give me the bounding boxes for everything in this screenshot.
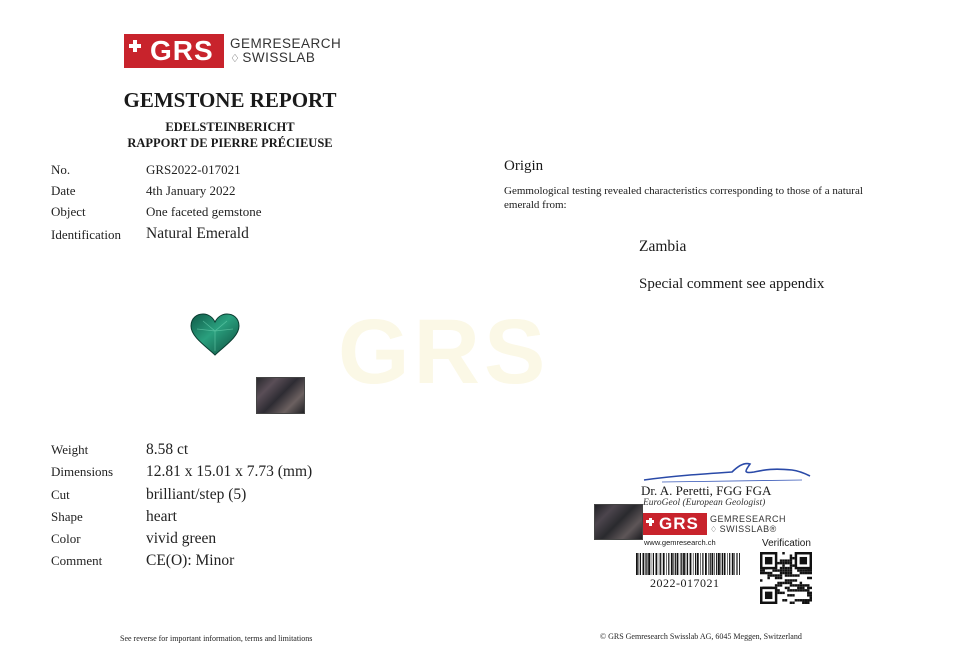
heart-emerald-image (189, 313, 241, 357)
logo-mark: GRS (150, 35, 214, 66)
signatory-title: EuroGeol (European Geologist) (643, 498, 766, 508)
spec-value-weight: 8.58 ct (146, 441, 189, 458)
origin-country: Zambia (639, 238, 687, 255)
detail-label-no: No. (51, 162, 71, 177)
logo-small-line2: SWISSLAB® (719, 523, 777, 534)
spec-label-dimensions: Dimensions (51, 464, 114, 479)
security-hologram-2 (594, 504, 643, 540)
grs-logo (124, 34, 341, 68)
barcode-number: 2022-017021 (650, 576, 720, 590)
spec-label-cut: Cut (51, 487, 70, 502)
logo-line1: GEMRESEARCH (230, 35, 342, 51)
spec-value-cut: brilliant/step (5) (146, 486, 247, 503)
detail-value-identification: Natural Emerald (146, 225, 249, 242)
logo-mark-small: GRS (659, 514, 699, 533)
report-subtitle (100, 119, 360, 151)
spec-value-shape: heart (146, 508, 177, 525)
security-hologram (256, 377, 305, 414)
detail-label-object: Object (51, 204, 86, 219)
detail-value-object: One faceted gemstone (146, 204, 262, 219)
logo-badge-small (643, 513, 707, 535)
logo-badge (124, 34, 224, 68)
logo-small-line1: GEMRESEARCH (710, 513, 787, 524)
grs-watermark: GRS (338, 301, 550, 403)
logo-wordmark-small (710, 514, 786, 535)
diamond-icon: ♢ (230, 52, 241, 65)
swiss-cross-icon-small (643, 513, 657, 535)
detail-value-no: GRS2022-017021 (146, 162, 241, 177)
detail-label-identification: Identification (51, 227, 122, 242)
grs-logo-small (643, 513, 786, 535)
detail-value-date: 4th January 2022 (146, 183, 236, 198)
logo-line2: SWISSLAB (242, 49, 316, 65)
diamond-icon-small: ♢ (710, 524, 718, 534)
spec-value-dimensions: 12.81 x 15.01 x 7.73 (mm) (146, 463, 313, 480)
barcode-image (636, 553, 740, 575)
verification-label: Verification (762, 538, 811, 549)
subtitle-french: RAPPORT DE PIERRE PRÉCIEUSE (127, 136, 333, 150)
footer-terms-note: See reverse for important information, terms and limitations (120, 634, 313, 643)
subtitle-german: EDELSTEINBERICHT (165, 120, 295, 134)
detail-label-date: Date (51, 183, 76, 198)
origin-statement: Gemmological testing revealed characteristics corresponding to those of a natural emerald from: (504, 185, 863, 211)
website-link[interactable]: www.gemresearch.ch (644, 538, 716, 547)
verification-qr-code[interactable] (760, 552, 812, 604)
logo-wordmark (230, 37, 341, 66)
spec-label-comment: Comment (51, 553, 103, 568)
footer-copyright: © GRS Gemresearch Swisslab AG, 6045 Meggen, Switzerland (600, 632, 802, 641)
signatory-name: Dr. A. Peretti, FGG FGA (641, 483, 772, 498)
spec-label-weight: Weight (51, 442, 89, 457)
swiss-cross-icon (124, 34, 146, 68)
report-title: GEMSTONE REPORT (123, 88, 337, 112)
spec-value-color: vivid green (146, 530, 217, 547)
spec-value-comment: CE(O): Minor (146, 552, 235, 569)
spec-label-color: Color (51, 531, 81, 546)
origin-heading: Origin (504, 158, 544, 174)
special-comment: Special comment see appendix (639, 276, 825, 292)
spec-label-shape: Shape (51, 509, 83, 524)
